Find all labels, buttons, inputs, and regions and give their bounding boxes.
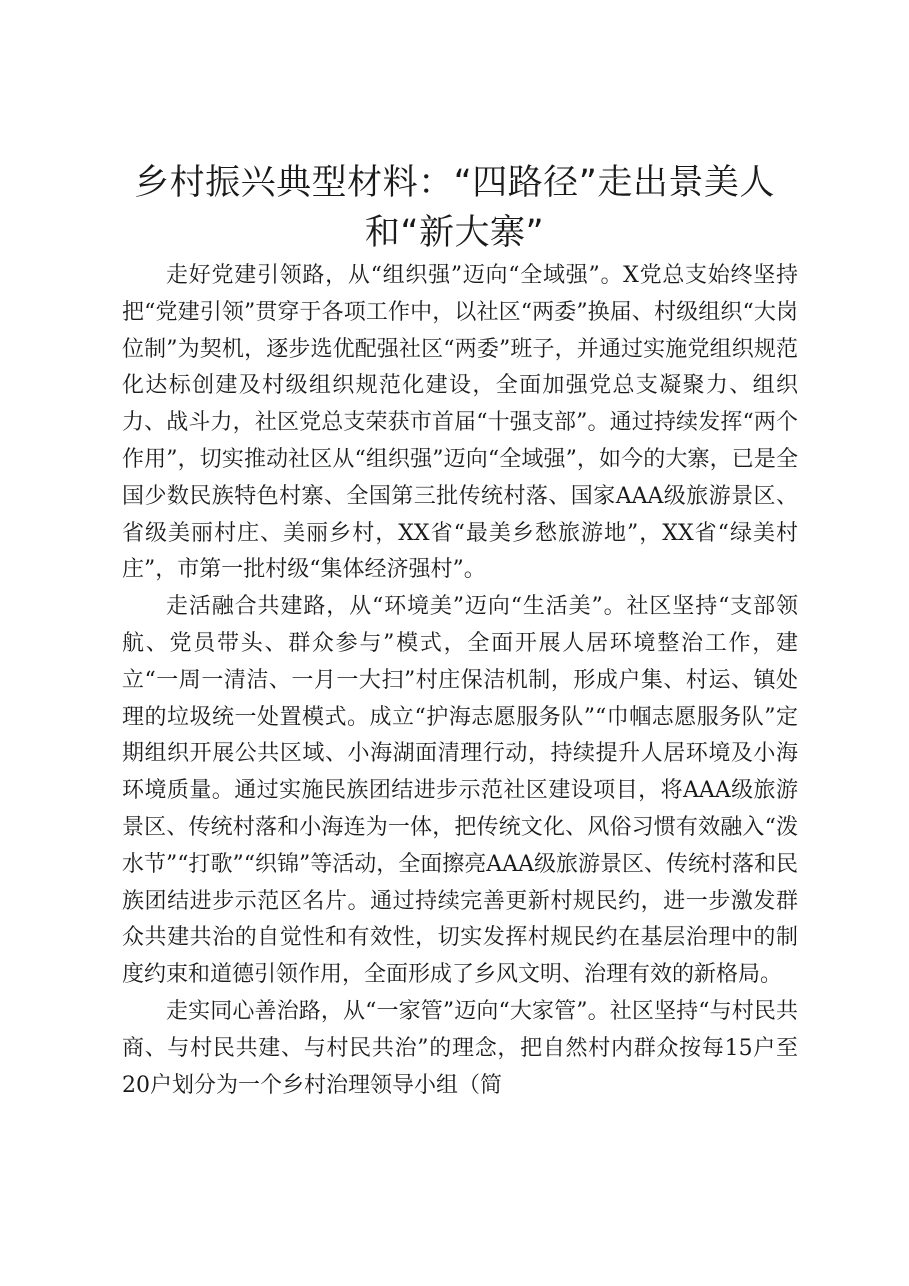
document-body: [122, 258, 798, 1104]
document-title: 乡村振兴典型材料：“四路径”走出景美人和“新大寨”: [134, 163, 775, 253]
paragraph-party-building: 走好党建引领路，从“组织强”迈向“全域强”。X党总支始终坚持把“党建引领”贯穿于各项工作中，以社区“两委”换届、村级组织“大岗位制”为契机，逐步选优配强社区“两委”班子，并通过实施党组织规范化达标创建及村级组织规范化建设，全面加强党总支凝聚力、组织力、战斗力，社区党总支荣获市首届“十强支部”。通过持续发挥“两个作用”，切实推动社区从“组织强”迈向“全域强”，如今的大寨，已是全国少数民族特色村寨、全国第三批传统村落、国家AAA级旅游景区、省级美丽村庄、美丽乡村，XX省“最美乡愁旅游地”，XX省“绿美村庄”，市第一批村级“集体经济强村”。: [122, 263, 798, 583]
paragraph-governance: 走实同心善治路，从“一家管”迈向“大家管”。社区坚持“与村民共商、与村民共建、与村民共治”的理念，把自然村内群众按每15户至20户划分为一个乡村治理领导小组（简: [122, 998, 798, 1098]
paragraph-environment: 走活融合共建路，从“环境美”迈向“生活美”。社区坚持“支部领航、党员带头、群众参与”模式，全面开展人居环境整治工作，建立“一周一清洁、一月一大扫”村庄保洁机制，形成户集、村运、镇处理的垃圾统一处置模式。成立“护海志愿服务队”“巾帼志愿服务队”定期组织开展公共区域、小海湖面清理行动，持续提升人居环境及小海环境质量。通过实施民族团结进步示范社区建设项目，将AAA级旅游景区、传统村落和小海连为一体，把传统文化、风俗习惯有效融入“泼水节”“打歌”“织锦”等活动，全面擦亮AAA级旅游景区、传统村落和民族团结进步示范区名片。通过持续完善更新村规民约，进一步激发群众共建共治的自觉性和有效性，切实发挥村规民约在基层治理中的制度约束和道德引领作用，全面形成了乡风文明、治理有效的新格局。: [122, 594, 798, 988]
